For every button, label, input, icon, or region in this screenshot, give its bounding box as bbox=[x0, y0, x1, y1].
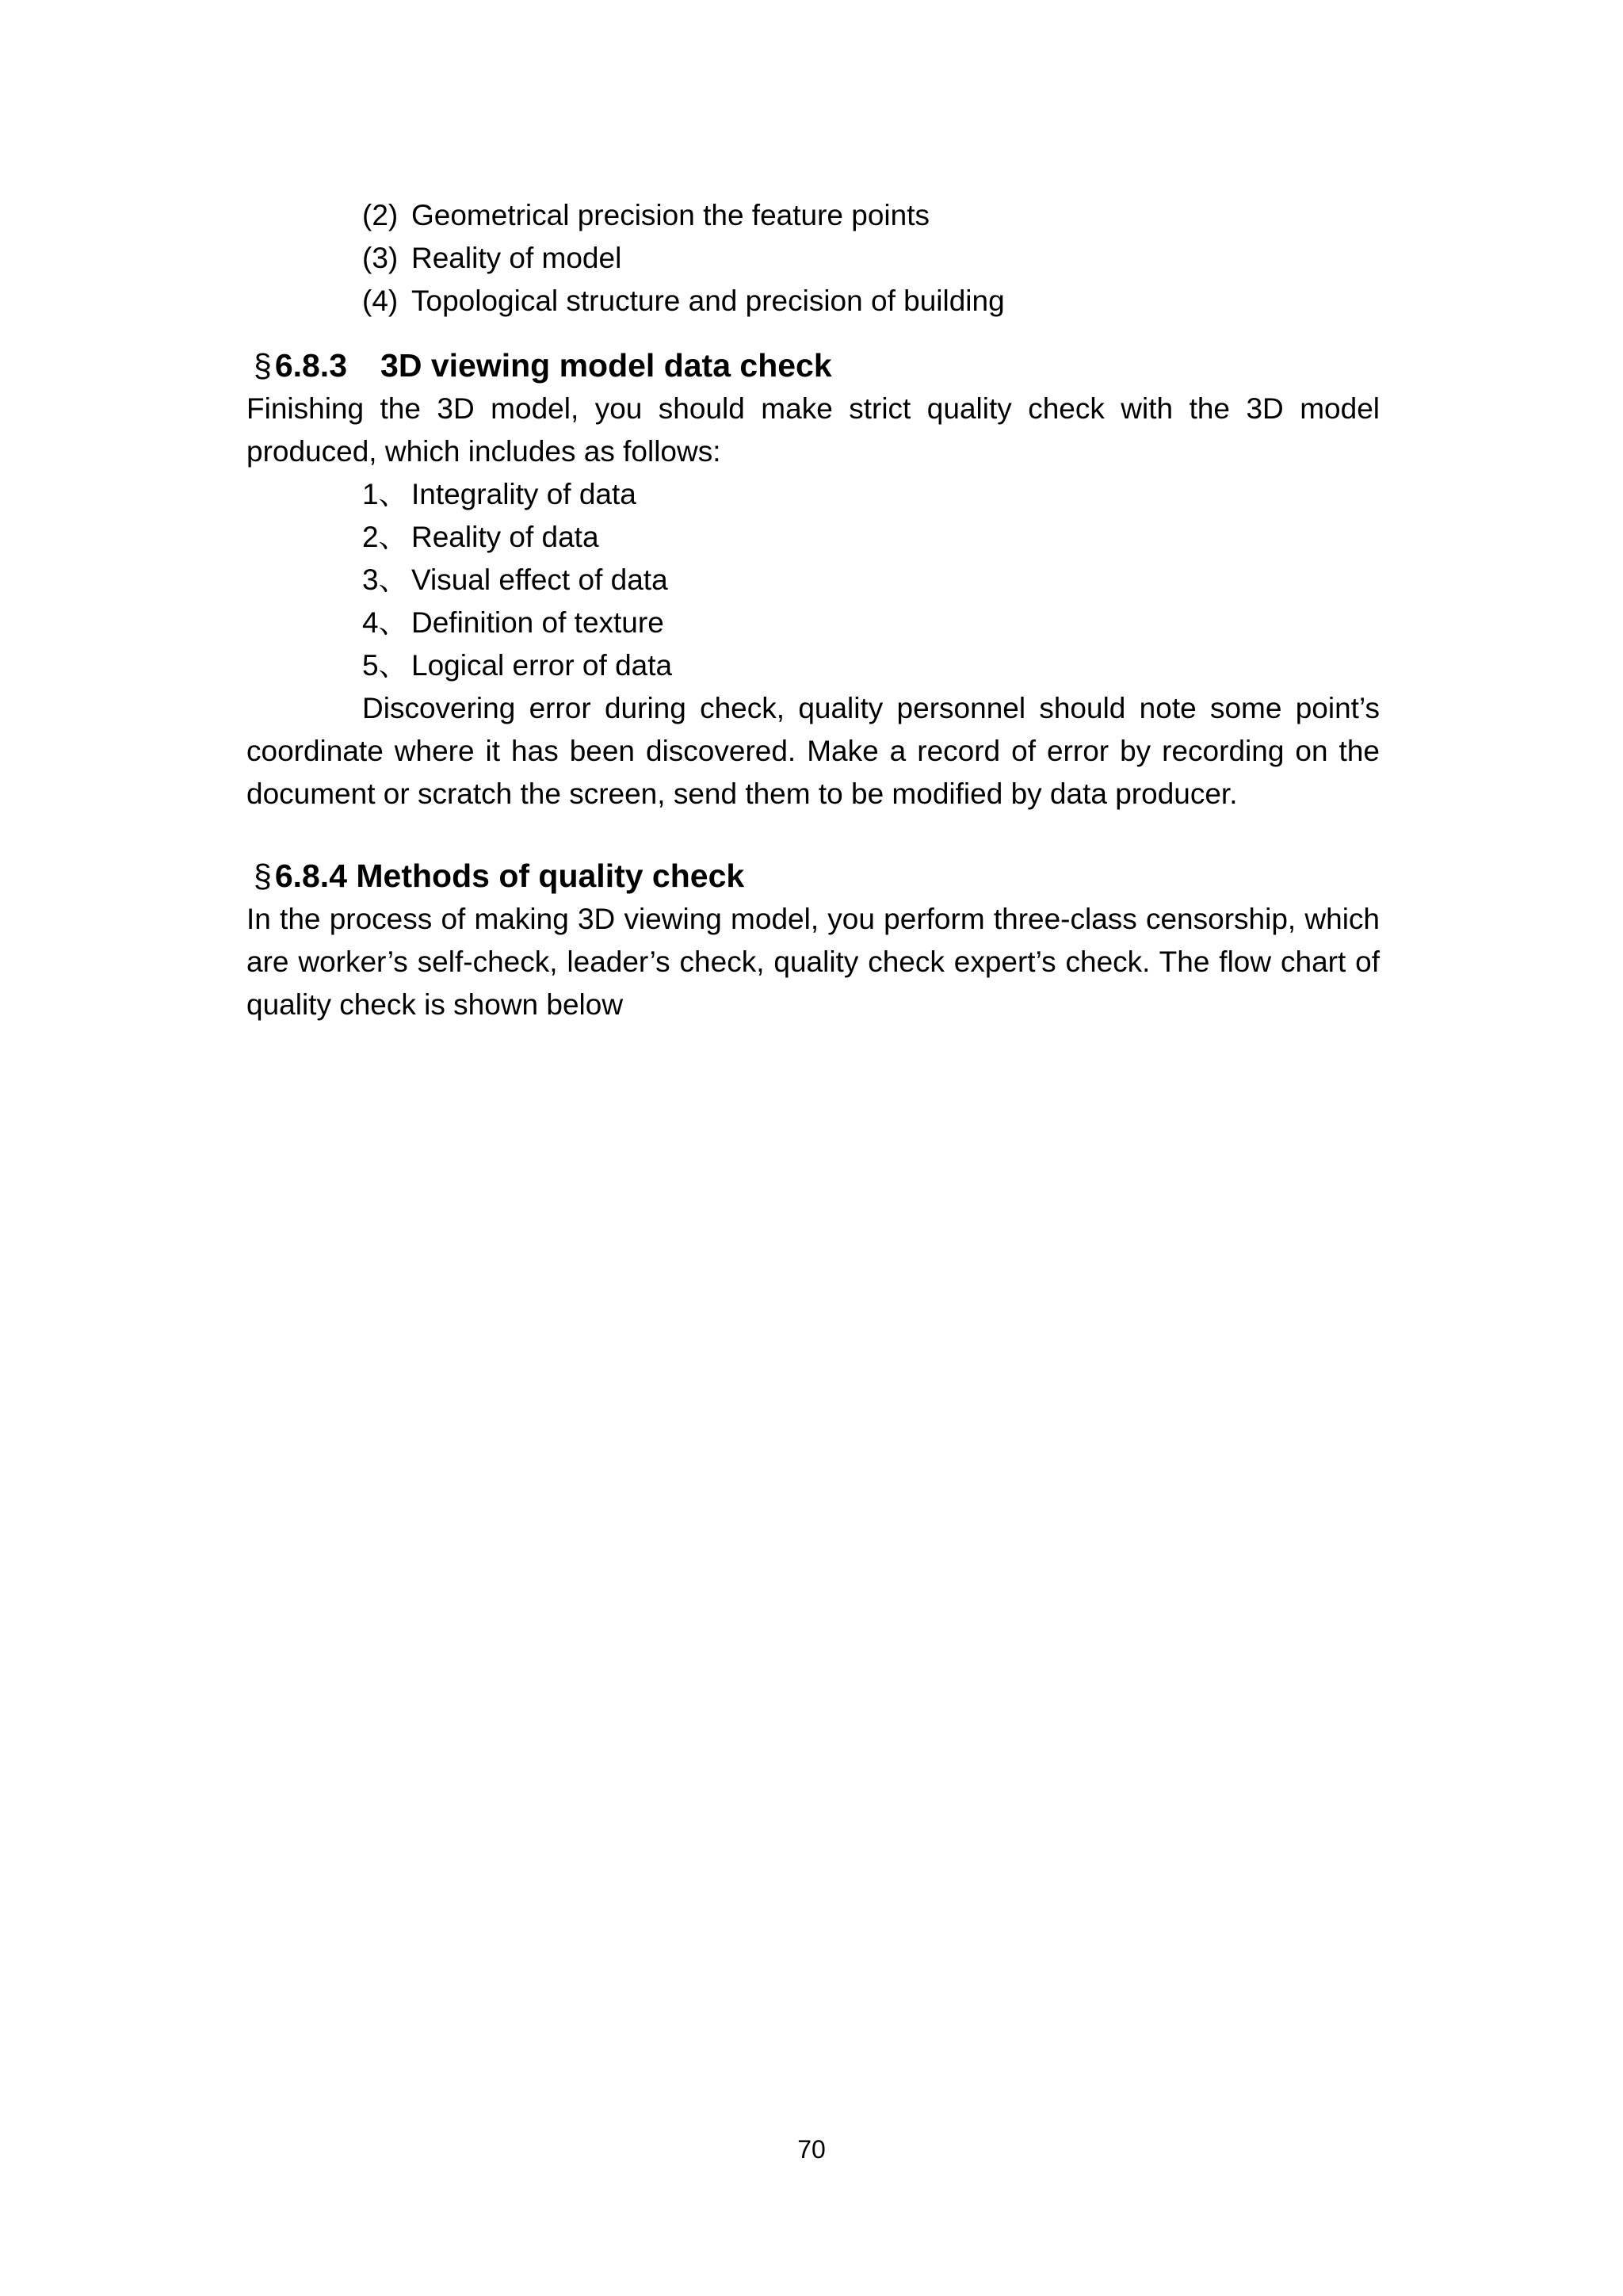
list-marker: (2) bbox=[362, 199, 399, 231]
list-text: Logical error of data bbox=[411, 649, 673, 682]
page-content bbox=[246, 194, 1380, 1026]
section-body-paragraph: In the process of making 3D viewing model, you perform three-class censorship, which are worker’s self-check, leader’s check, quality check expert’s check. The flow chart of quality check is shown below bbox=[246, 903, 1380, 1021]
list-item bbox=[246, 559, 1380, 602]
list-item bbox=[246, 602, 1380, 644]
list-text: Reality of data bbox=[411, 521, 599, 553]
list-text: Topological structure and precision of building bbox=[411, 285, 1005, 317]
list-item bbox=[246, 280, 1380, 323]
list-text: Definition of texture bbox=[411, 606, 664, 639]
list-marker: 1、 bbox=[362, 478, 408, 510]
list-item bbox=[246, 194, 1380, 237]
list-marker: (4) bbox=[362, 285, 399, 317]
list-text: Visual effect of data bbox=[411, 563, 668, 596]
list-marker: (3) bbox=[362, 242, 399, 274]
list-item bbox=[246, 644, 1380, 687]
section-symbol: § bbox=[254, 347, 272, 384]
section-title: 6.8.4 Methods of quality check bbox=[274, 858, 745, 894]
list-text: Reality of model bbox=[411, 242, 622, 274]
list-item bbox=[246, 473, 1380, 516]
page-number: 70 bbox=[797, 2135, 826, 2164]
section-heading-6-8-4 bbox=[246, 854, 1380, 898]
section-heading-6-8-3 bbox=[246, 343, 1380, 388]
list-item bbox=[246, 237, 1380, 280]
list-text: Geometrical precision the feature points bbox=[411, 199, 930, 231]
list-item bbox=[246, 516, 1380, 559]
section-intro-paragraph: Finishing the 3D model, you should make strict quality check with the 3D model produced, which includes as follows: bbox=[246, 392, 1380, 468]
section-closing-paragraph: Discovering error during check, quality personnel should note some point’s coordinate where it has been discovered. Make a record of error by recording on the document or scratch the screen, send them to be modified by data producer. bbox=[246, 692, 1380, 810]
section-number: 6.8.3 bbox=[274, 347, 348, 384]
list-marker: 3、 bbox=[362, 563, 408, 596]
section-title: 3D viewing model data check bbox=[380, 347, 832, 384]
list-marker: 4、 bbox=[362, 606, 408, 639]
section-symbol: § bbox=[254, 858, 272, 894]
list-marker: 2、 bbox=[362, 521, 408, 553]
list-text: Integrality of data bbox=[411, 478, 636, 510]
list-marker: 5、 bbox=[362, 649, 408, 682]
